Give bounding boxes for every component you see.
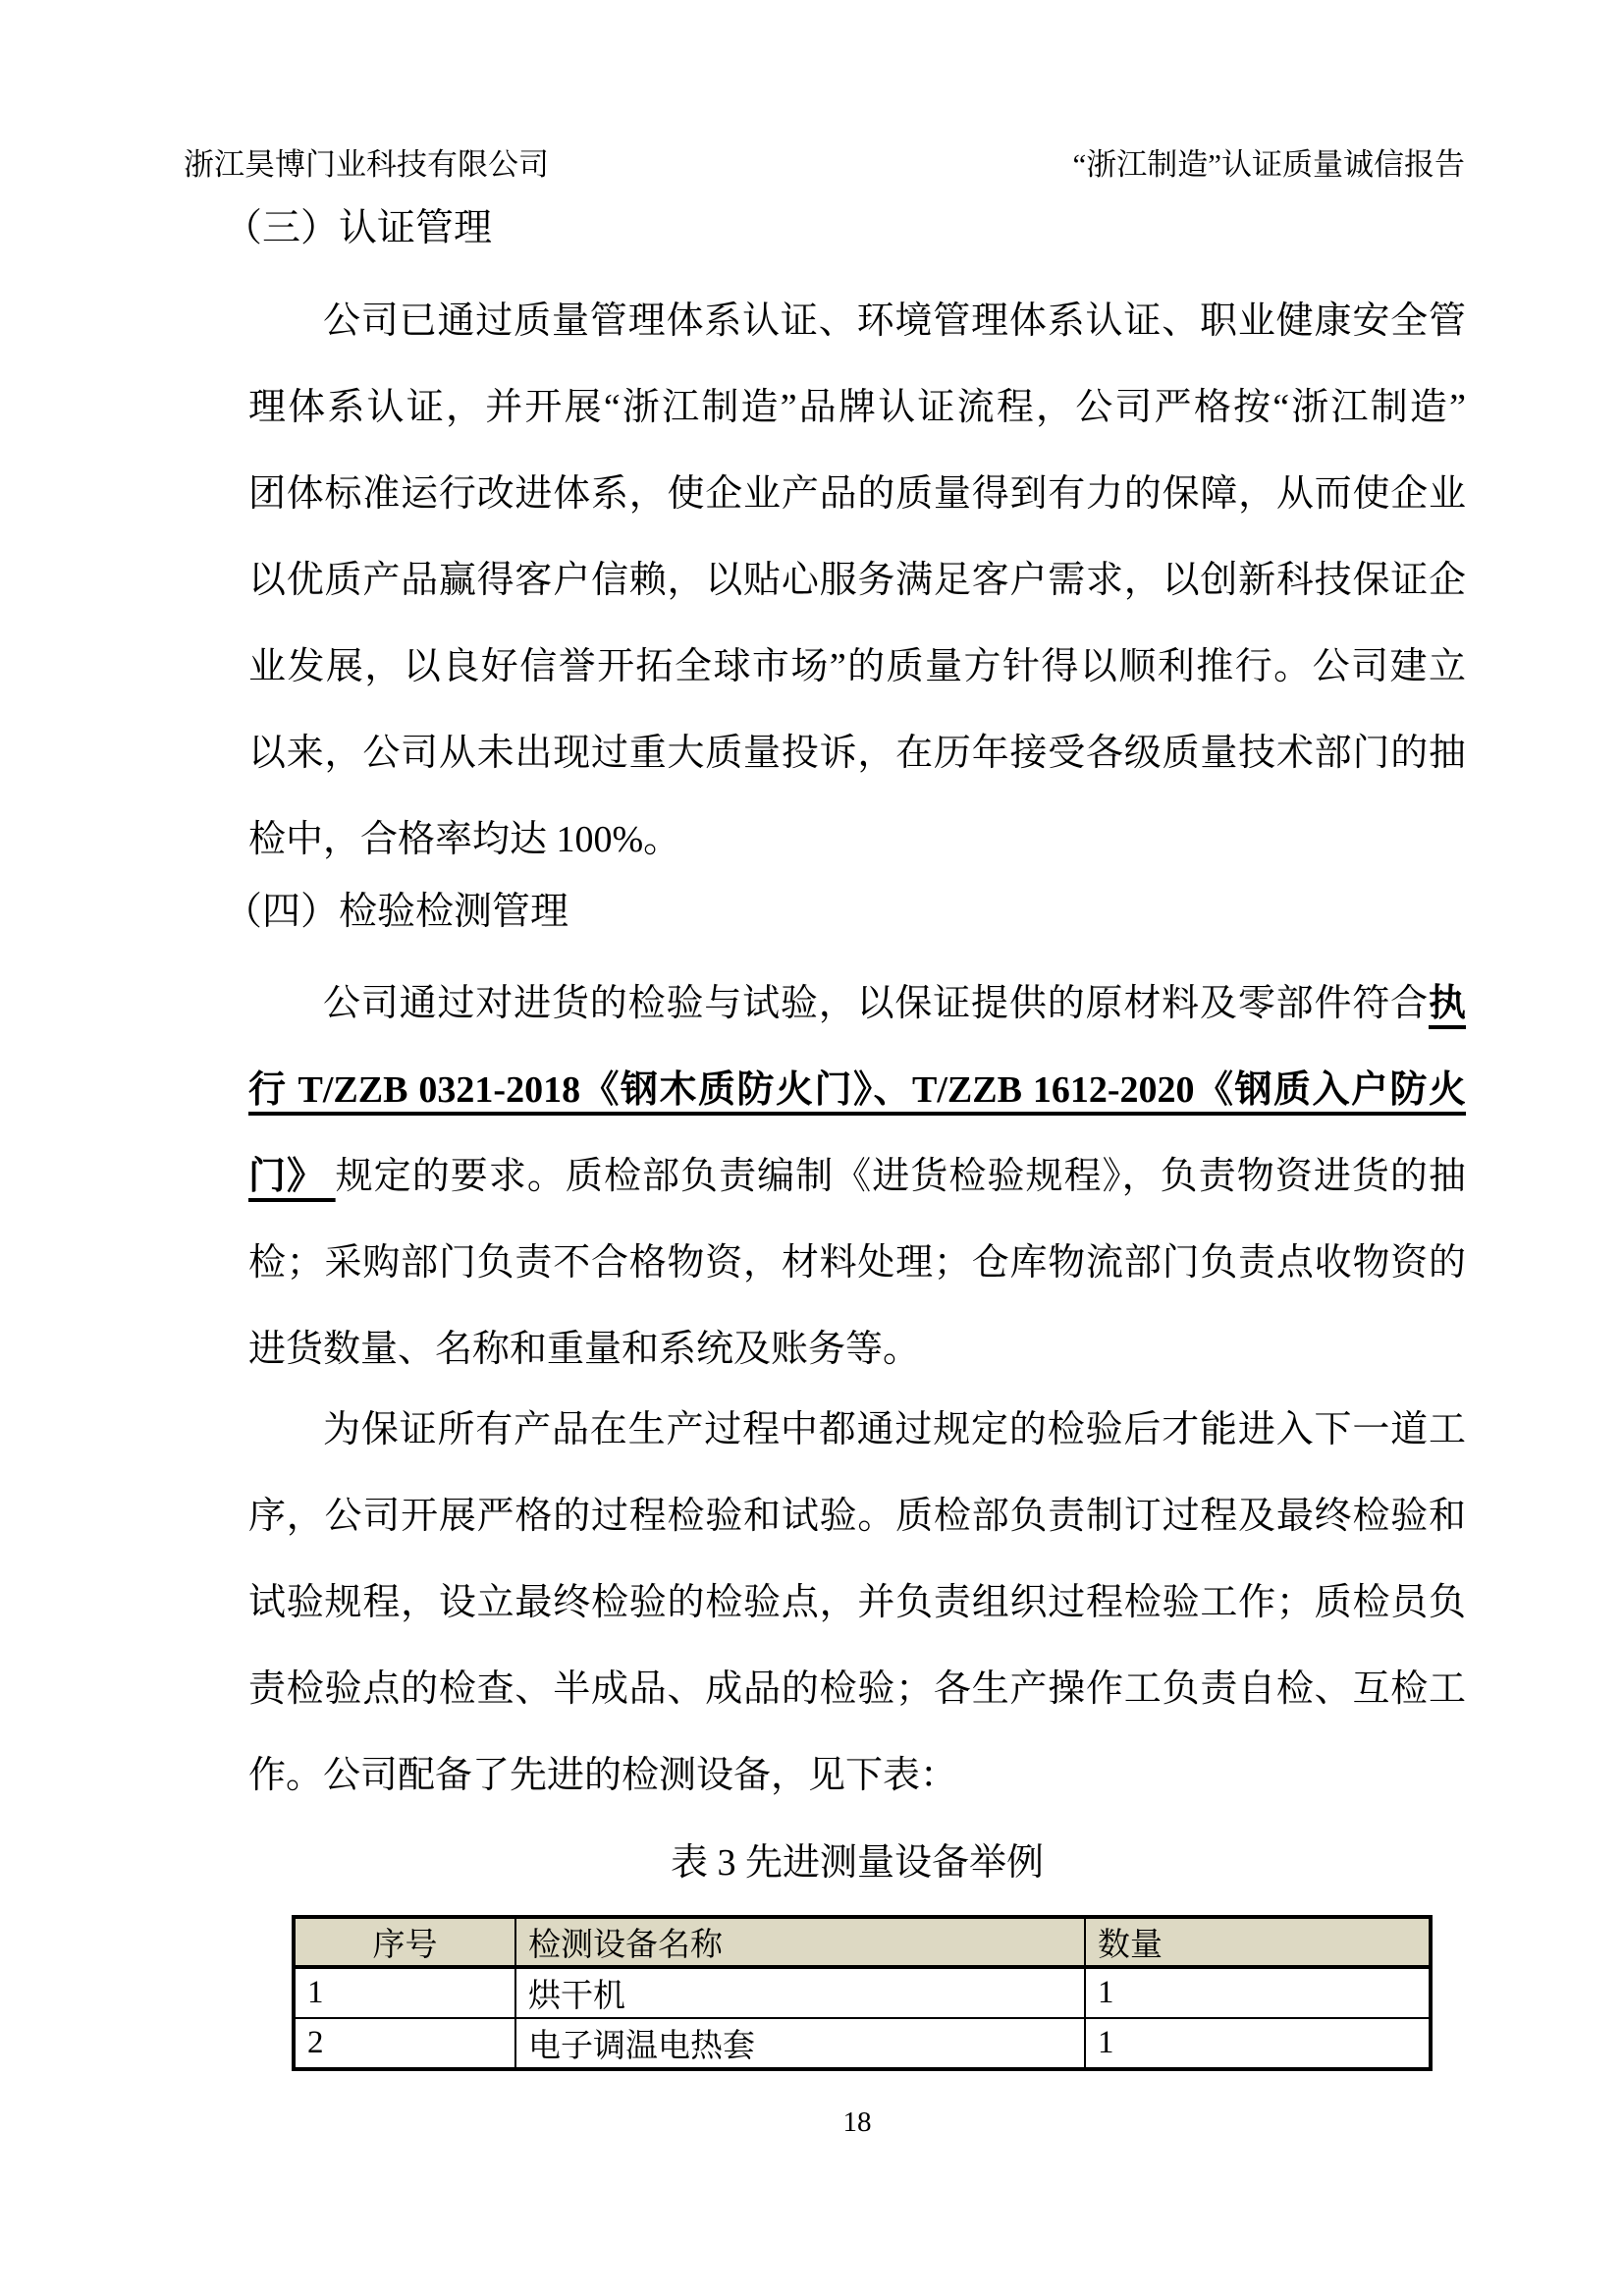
text-segment: 理体系认证，并开展“浙江制造”品牌认证流程，公司严格按“浙江制造” <box>248 387 1466 428</box>
table-cell: 2 <box>294 2018 515 2069</box>
text-line <box>248 1732 1466 1819</box>
text-segment: 规定的要求。质检部负责编制《进货检验规程》，负责物资进货的抽 <box>335 1156 1466 1197</box>
text-line <box>248 1559 1466 1646</box>
table-title: 表 3 先进测量设备举例 <box>670 1842 1044 1884</box>
header-company-name: 浙江昊博门业科技有限公司 <box>184 147 549 182</box>
text-line <box>248 278 1466 364</box>
table-row <box>294 1967 1431 2018</box>
text-line <box>248 1387 1466 1473</box>
text-line <box>248 1220 1466 1306</box>
text-segment: 为保证所有产品在生产过程中都通过规定的检验后才能进入下一道工 <box>323 1409 1466 1450</box>
text-line <box>248 710 1466 796</box>
text-segment: 门》 <box>248 1156 336 1197</box>
text-segment: 业发展，以良好信誉开拓全球市场”的质量方针得以顺利推行。公司建立 <box>248 646 1466 687</box>
page-number: 18 <box>842 2106 872 2138</box>
text-line <box>248 537 1466 624</box>
text-segment: 检中，合格率均达 100%。 <box>248 819 681 860</box>
text-segment: 公司已通过质量管理体系认证、环境管理体系认证、职业健康安全管 <box>323 301 1466 342</box>
page-header <box>184 145 1465 185</box>
table-cell: 烘干机 <box>515 1967 1085 2018</box>
table-header-row <box>294 1917 1431 1967</box>
text-line <box>248 1047 1466 1133</box>
equipment-table <box>292 1915 1433 2071</box>
text-line <box>248 960 1466 1047</box>
text-segment: 以来，公司从未出现过重大质量投诉，在历年接受各级质量技术部门的抽 <box>248 733 1466 774</box>
table-cell: 1 <box>1085 2018 1431 2069</box>
text-segment: 序，公司开展严格的过程检验和试验。质检部负责制订过程及最终检验和 <box>248 1496 1466 1537</box>
text-segment: 行 T/ZZB 0321-2018《钢木质防火门》、T/ZZB 1612-2020《钢质入户防火 <box>248 1069 1466 1111</box>
text-line <box>248 796 1466 883</box>
text-segment: 执 <box>1428 983 1466 1024</box>
text-segment: 试验规程，设立最终检验的检验点，并负责组织过程检验工作；质检员负 <box>248 1582 1466 1623</box>
text-line <box>248 1133 1466 1220</box>
para-incoming-inspection <box>248 960 1466 1393</box>
text-segment: 检；采购部门负责不合格物资，材料处理；仓库物流部门负责点收物资的 <box>248 1242 1466 1284</box>
column-header-1: 检测设备名称 <box>515 1917 1085 1967</box>
text-segment: 进货数量、名称和重量和系统及账务等。 <box>248 1329 921 1370</box>
header-report-title: “浙江制造”认证质量诚信报告 <box>1072 147 1465 182</box>
table-row <box>294 2018 1431 2069</box>
text-line <box>248 451 1466 537</box>
para-certification <box>248 278 1466 883</box>
section-heading-inspection: （四）检验检测管理 <box>224 891 569 933</box>
text-line <box>248 364 1466 451</box>
table-cell: 1 <box>1085 1967 1431 2018</box>
section-heading-certification: （三）认证管理 <box>224 207 493 249</box>
text-segment: 责检验点的检查、半成品、成品的检验；各生产操作工负责自检、互检工 <box>248 1668 1466 1710</box>
text-line <box>248 1306 1466 1393</box>
text-segment: 团体标准运行改进体系，使企业产品的质量得到有力的保障，从而使企业 <box>248 473 1466 515</box>
column-header-2: 数量 <box>1085 1917 1431 1967</box>
equipment-table-body <box>294 1967 1431 2069</box>
text-segment: 以优质产品赢得客户信赖，以贴心服务满足客户需求，以创新科技保证企 <box>248 560 1466 601</box>
column-header-0: 序号 <box>294 1917 515 1967</box>
text-line <box>248 1646 1466 1732</box>
table-cell: 电子调温电热套 <box>515 2018 1085 2069</box>
text-segment: 作。公司配备了先进的检测设备，见下表： <box>248 1755 958 1796</box>
text-line <box>248 1473 1466 1559</box>
table-cell: 1 <box>294 1967 515 2018</box>
equipment-table-head <box>294 1917 1431 1967</box>
text-segment: 公司通过对进货的检验与试验，以保证提供的原材料及零部件符合 <box>323 983 1429 1024</box>
text-line <box>248 624 1466 710</box>
para-process-inspection <box>248 1387 1466 1819</box>
